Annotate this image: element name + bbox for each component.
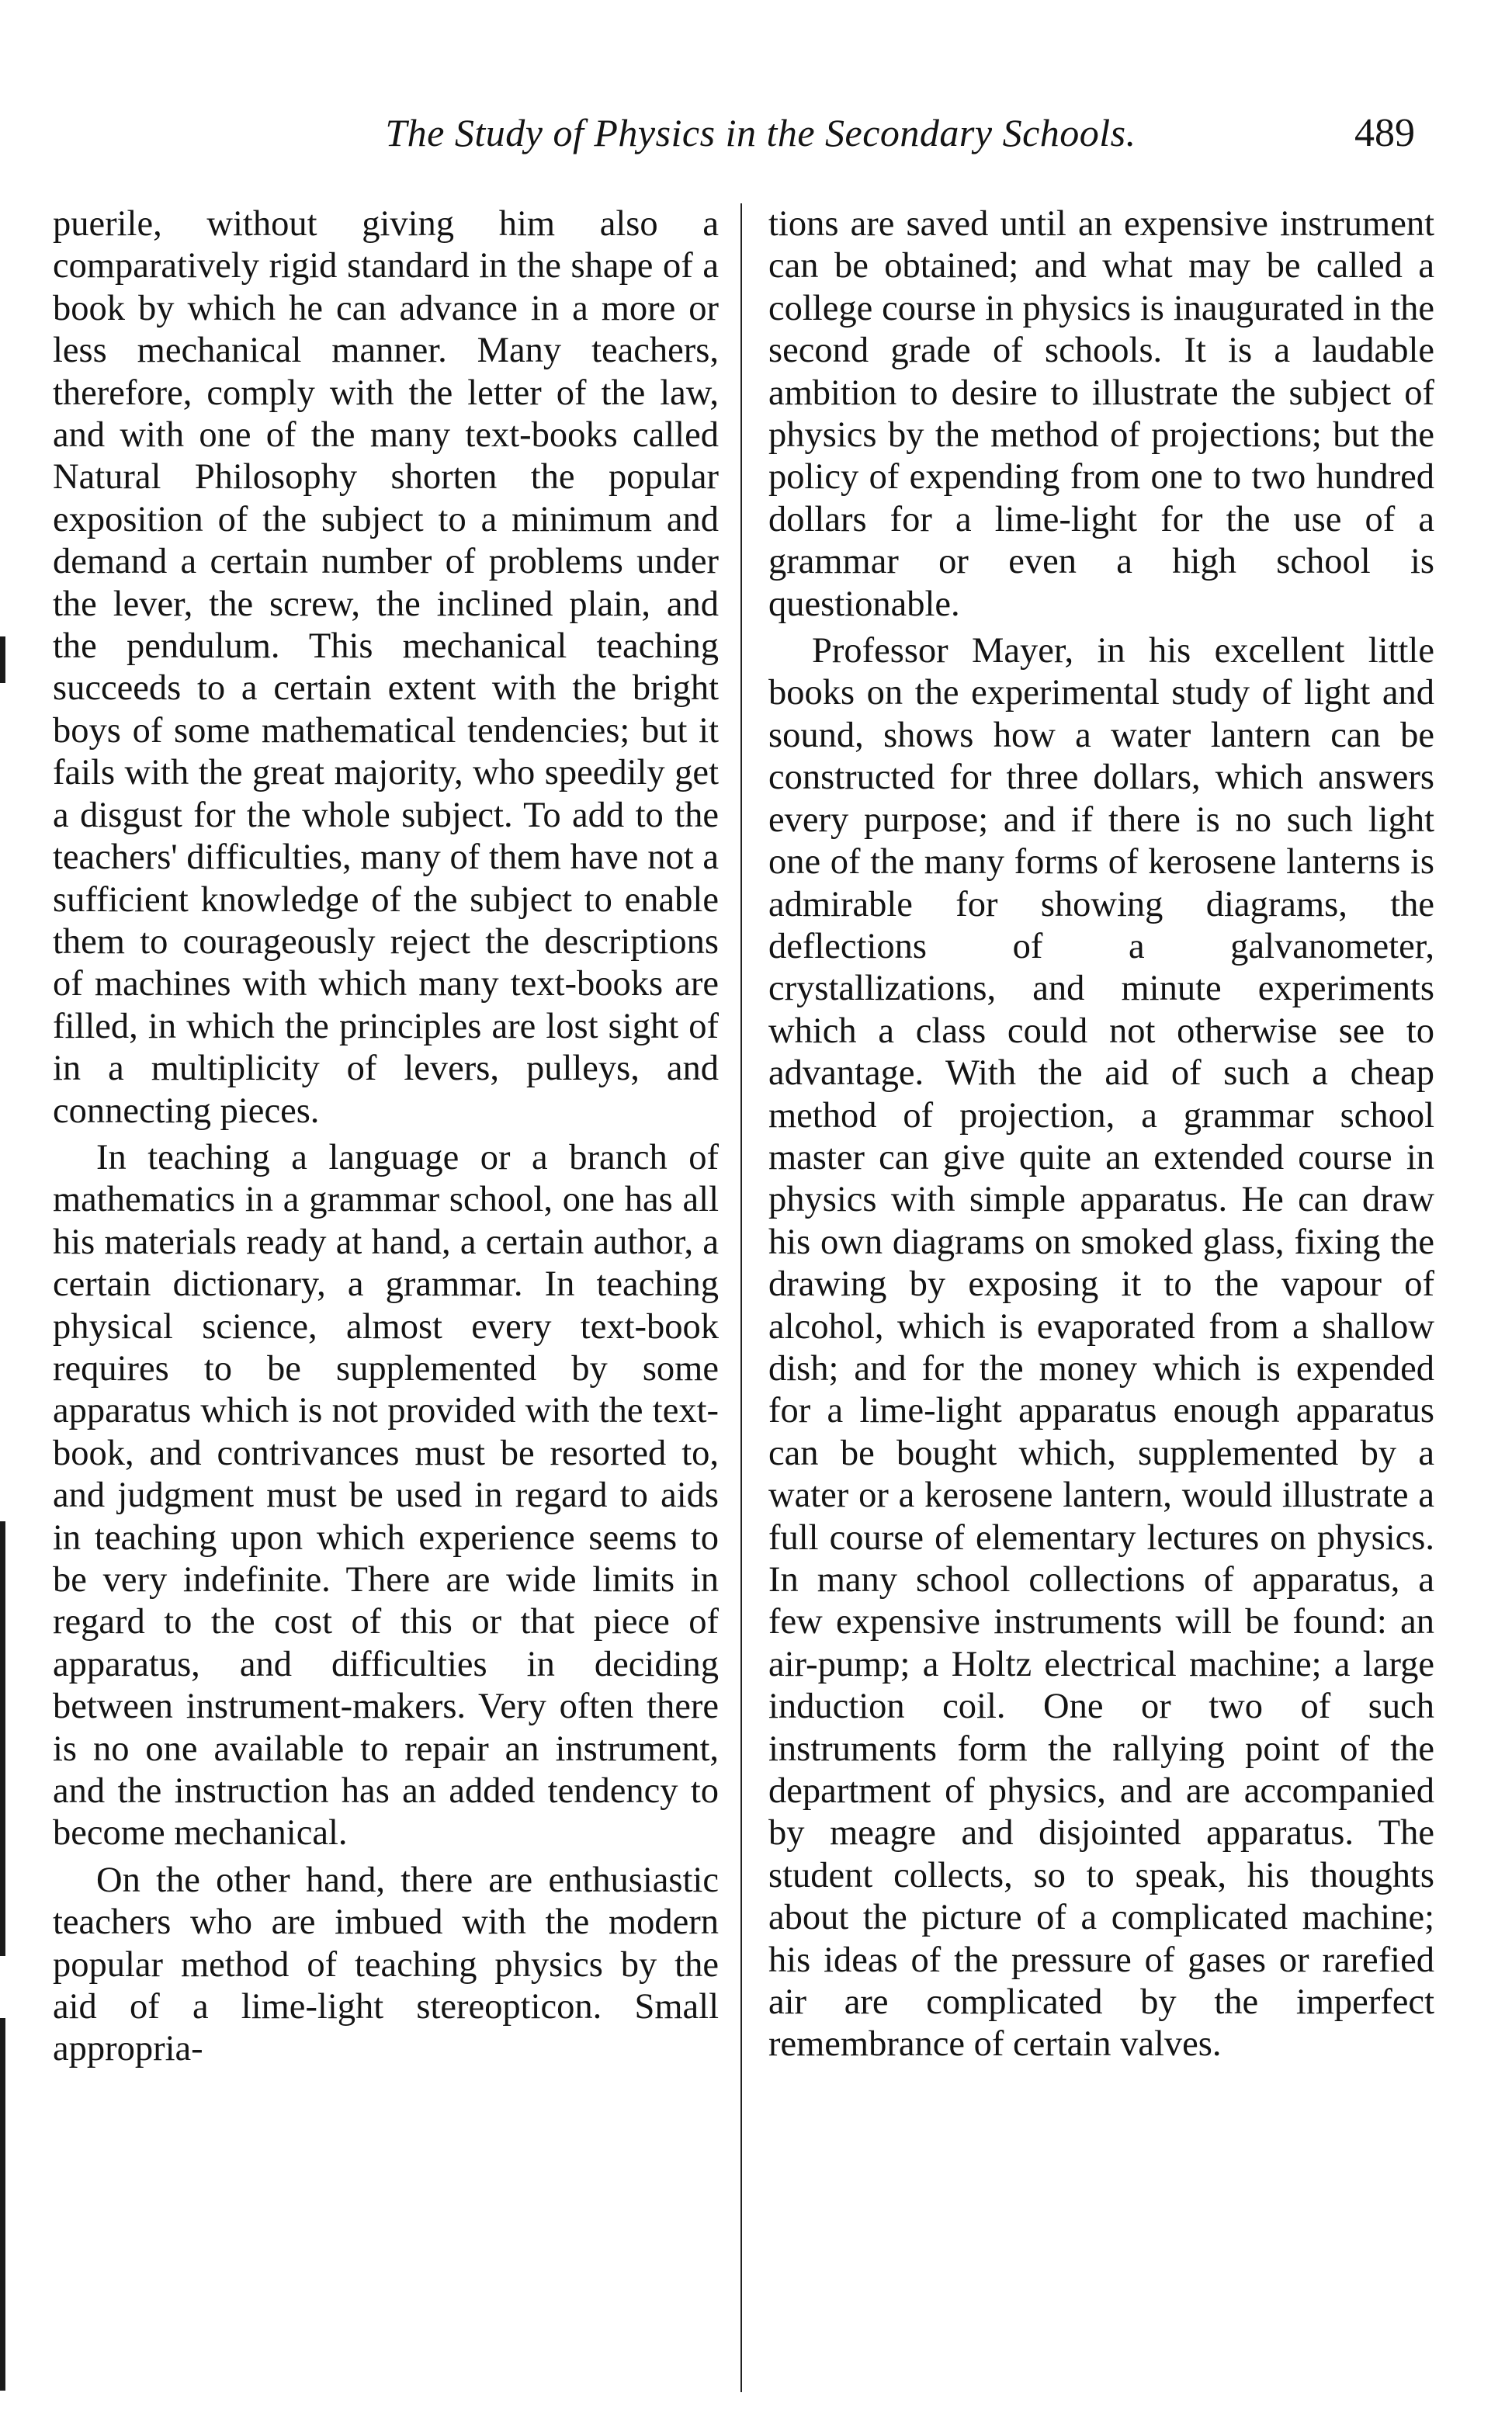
running-title: The Study of Physics in the Secondary Schools. bbox=[385, 111, 1136, 154]
column-divider bbox=[740, 203, 742, 2392]
paragraph: Professor Mayer, in his excellent little books on the experimental study of light and sound, shows how a water lantern can be constructed for three dollars, which answers every purpose; and if there is no such light one of the many forms of kerosene lanterns is admirable for showing diagrams, the deflections of a galvanometer, crystallizations, and minute experiments which a class could not otherwise see to advantage. With the aid of such a cheap method of projection, a grammar school master can give quite an extended course in physics with simple apparatus. He can draw his own diagrams on smoked glass, fixing the drawing by exposing it to the vapour of alcohol, which is evaporated from a shallow dish; and for the money which is expended for a lime-light apparatus enough apparatus can be bought which, supplemented by a water or a kerosene lantern, would illustrate a full course of elementary lectures on physics. In many school collections of apparatus, a few expensive instruments will be found: an air-pump; a Holtz electrical machine; a large induction coil. One or two of such instruments form the rallying point of the department of physics, and are accompanied by meagre and disjointed apparatus. The student collects, so to speak, his thoughts about the picture of a complicated machine; his ideas of the pressure of gases or rarefied air are complicated by the imperfect remembrance of certain valves. bbox=[768, 631, 1434, 2065]
paragraph: puerile, without giving him also a comparatively rigid standard in the shape of a book by which he can advance in a more or less mechanical manner. Many teachers, therefore, comply with the letter of the law, and with one of the many text-books called Natural Philosophy shorten the popular exposition of the subject to a minimum and demand a certain number of problems under the lever, the screw, the inclined plain, and the pendulum. This mechanical teaching succeeds to a certain extent with the bright boys of some mathematical tendencies; but it fails with the great majority, who speedily get a disgust for the whole subject. To add to the teachers' difficulties, many of them have not a sufficient knowledge of the subject to enable them to courageously reject the descriptions of machines with which many text-books are filled, in which the principles are lost sight of in a multiplicity of levers, pulleys, and connecting pieces. bbox=[53, 204, 719, 1131]
right-column bbox=[768, 203, 1434, 2066]
scan-edge-mark bbox=[0, 1521, 5, 1956]
left-column bbox=[53, 203, 719, 2071]
page-number: 489 bbox=[1354, 111, 1415, 155]
paragraph: In teaching a language or a branch of mathematics in a grammar school, one has all his materials ready at hand, a certain author, a certain dictionary, a grammar. In teaching physical science, almost every text-book requires to be supplemented by some apparatus which is not provided with the text-book, and contrivances must be resorted to, and judgment must be used in regard to aids in teaching upon which experience seems to be very indefinite. There are wide limits in regard to the cost of this or that piece of apparatus, and difficulties in deciding between instrument-makers. Very often there is no one available to repair an instrument, and the instruction has an added tendency to become mechanical. bbox=[53, 1137, 719, 1854]
paragraph: tions are saved until an expensive instrument can be obtained; and what may be called a college course in physics is inaugurated in the second grade of schools. It is a laudable ambition to desire to illustrate the subject of physics by the method of projections; but the policy of expending from one to two hundred dollars for a lime-light for the use of a grammar or even a high school is questionable. bbox=[768, 204, 1434, 624]
scan-edge-mark bbox=[0, 636, 5, 683]
paragraph: On the other hand, there are enthusiastic teachers who are imbued with the modern popular method of teaching physics by the aid of a lime-light stereopticon. Small appropria- bbox=[53, 1860, 719, 2069]
scan-edge-mark bbox=[0, 2018, 5, 2391]
